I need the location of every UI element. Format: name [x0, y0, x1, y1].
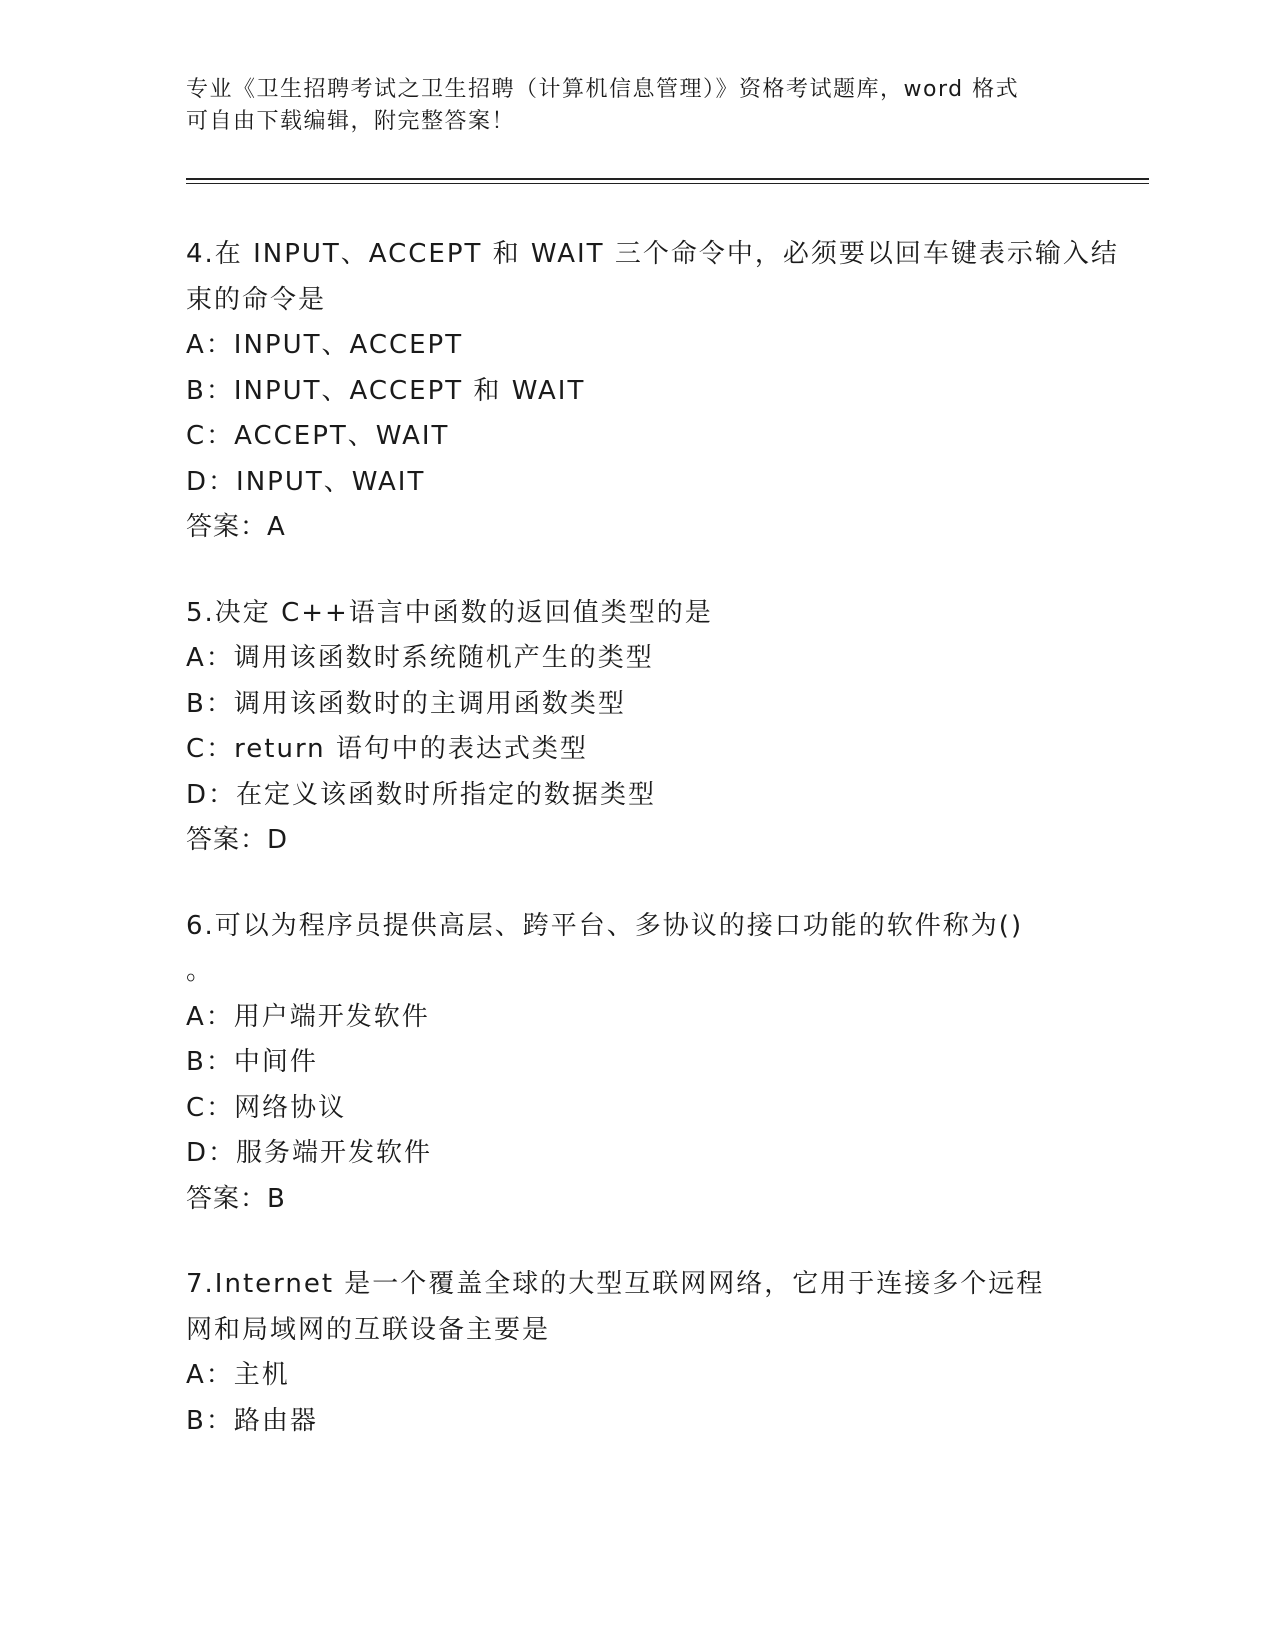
- option-d: D：在定义该函数时所指定的数据类型: [186, 779, 657, 810]
- option-a: A：调用该函数时系统随机产生的类型: [186, 643, 654, 673]
- question-stem-continued: 网和局域网的互联设备主要是: [186, 1314, 551, 1345]
- header-divider-thin: [186, 183, 1149, 184]
- question-stem-continued: 。: [186, 956, 215, 986]
- document-header: [186, 74, 1086, 138]
- option-b: B：路由器: [186, 1405, 318, 1436]
- question-stem: 7.Internet 是一个覆盖全球的大型互联网网络，它用于连接多个远程: [186, 1269, 1045, 1299]
- question-stem: 6.可以为程序员提供高层、跨平台、多协议的接口功能的软件称为(): [186, 910, 1024, 941]
- option-c: C：网络协议: [186, 1092, 347, 1123]
- header-line-2: 可自由下载编辑，附完整答案！: [186, 109, 516, 134]
- option-d: D：INPUT、WAIT: [186, 466, 426, 497]
- question-6: [186, 904, 1086, 1223]
- question-4: [186, 232, 1119, 551]
- answer-line: 答案：B: [186, 1183, 286, 1214]
- header-line-1: 专业《卫生招聘考试之卫生招聘（计算机信息管理）》资格考试题库，word 格式: [186, 77, 1020, 102]
- option-c: C：return 语句中的表达式类型: [186, 734, 588, 764]
- option-b: B：INPUT、ACCEPT 和 WAIT: [186, 375, 586, 406]
- question-list: [186, 232, 1119, 1484]
- option-b: B：中间件: [186, 1047, 318, 1077]
- question-5: [186, 591, 1086, 864]
- option-a: A：用户端开发软件: [186, 1001, 430, 1032]
- question-7: [186, 1262, 1086, 1444]
- question-stem: 5.决定 C++语言中函数的返回值类型的是: [186, 597, 713, 628]
- header-divider-thick: [186, 178, 1149, 180]
- option-b: B：调用该函数时的主调用函数类型: [186, 688, 626, 719]
- question-stem-continued: 束的命令是: [186, 284, 327, 315]
- answer-line: 答案：D: [186, 825, 289, 855]
- question-stem: 4.在 INPUT、ACCEPT 和 WAIT 三个命令中，必须要以回车键表示输入结: [186, 239, 1119, 269]
- option-c: C：ACCEPT、WAIT: [186, 421, 450, 451]
- option-a: A：主机: [186, 1360, 290, 1390]
- option-d: D：服务端开发软件: [186, 1138, 433, 1168]
- answer-line: 答案：A: [186, 512, 286, 542]
- option-a: A：INPUT、ACCEPT: [186, 330, 464, 360]
